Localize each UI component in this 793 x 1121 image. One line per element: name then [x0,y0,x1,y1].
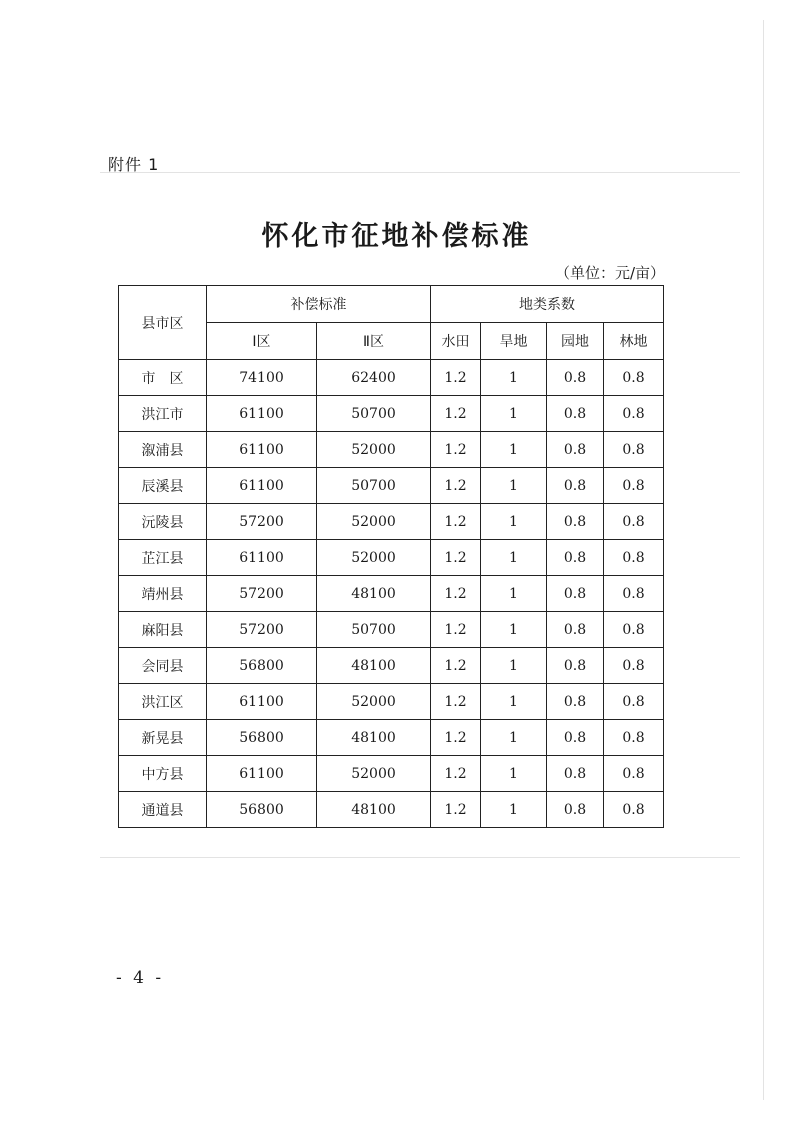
paddy-cell: 1.2 [431,576,481,612]
paddy-cell: 1.2 [431,468,481,504]
col-paddy-header: 水田 [431,323,481,360]
zone1-cell: 56800 [207,720,317,756]
county-cell: 溆浦县 [119,432,207,468]
table-row [119,684,664,720]
page-number: - 4 - [116,968,165,988]
county-cell: 通道县 [119,792,207,828]
table-row [119,756,664,792]
dry-cell: 1 [481,792,547,828]
paddy-cell: 1.2 [431,396,481,432]
zone1-cell: 61100 [207,432,317,468]
dry-cell: 1 [481,360,547,396]
forest-cell: 0.8 [604,720,664,756]
zone1-cell: 61100 [207,468,317,504]
paddy-cell: 1.2 [431,432,481,468]
county-cell: 麻阳县 [119,612,207,648]
county-cell: 新晃县 [119,720,207,756]
col-zone2-header: Ⅱ区 [317,323,431,360]
scan-line-bottom [100,857,740,858]
dry-cell: 1 [481,504,547,540]
zone2-cell: 52000 [317,540,431,576]
garden-cell: 0.8 [547,540,604,576]
dry-cell: 1 [481,612,547,648]
dry-cell: 1 [481,468,547,504]
garden-cell: 0.8 [547,468,604,504]
zone1-cell: 61100 [207,684,317,720]
garden-cell: 0.8 [547,648,604,684]
zone2-cell: 62400 [317,360,431,396]
dry-cell: 1 [481,756,547,792]
zone1-cell: 61100 [207,396,317,432]
paddy-cell: 1.2 [431,792,481,828]
col-zone1-header: Ⅰ区 [207,323,317,360]
table-row [119,504,664,540]
paddy-cell: 1.2 [431,684,481,720]
table-body [119,360,664,828]
forest-cell: 0.8 [604,468,664,504]
forest-cell: 0.8 [604,612,664,648]
zone1-cell: 61100 [207,756,317,792]
col-county-header: 县市区 [119,286,207,360]
county-cell: 沅陵县 [119,504,207,540]
forest-cell: 0.8 [604,504,664,540]
table-row [119,468,664,504]
dry-cell: 1 [481,576,547,612]
dry-cell: 1 [481,396,547,432]
table-row [119,396,664,432]
zone2-cell: 52000 [317,504,431,540]
garden-cell: 0.8 [547,792,604,828]
scan-line-top [100,172,740,173]
paddy-cell: 1.2 [431,612,481,648]
group-compensation-header: 补偿标准 [207,286,431,323]
table-row [119,648,664,684]
scan-line-right [763,20,764,1100]
forest-cell: 0.8 [604,792,664,828]
forest-cell: 0.8 [604,576,664,612]
table-row [119,540,664,576]
zone2-cell: 48100 [317,720,431,756]
forest-cell: 0.8 [604,756,664,792]
forest-cell: 0.8 [604,432,664,468]
dry-cell: 1 [481,648,547,684]
garden-cell: 0.8 [547,576,604,612]
zone2-cell: 50700 [317,396,431,432]
table-row [119,720,664,756]
paddy-cell: 1.2 [431,648,481,684]
zone1-cell: 74100 [207,360,317,396]
col-garden-header: 园地 [547,323,604,360]
county-cell: 洪江市 [119,396,207,432]
table-row [119,612,664,648]
dry-cell: 1 [481,432,547,468]
paddy-cell: 1.2 [431,720,481,756]
county-cell: 中方县 [119,756,207,792]
paddy-cell: 1.2 [431,360,481,396]
zone2-cell: 52000 [317,684,431,720]
garden-cell: 0.8 [547,684,604,720]
zone2-cell: 48100 [317,648,431,684]
unit-note: （单位：元/亩） [554,264,665,282]
zone1-cell: 57200 [207,576,317,612]
forest-cell: 0.8 [604,540,664,576]
garden-cell: 0.8 [547,360,604,396]
col-forest-header: 林地 [604,323,664,360]
county-cell: 会同县 [119,648,207,684]
garden-cell: 0.8 [547,720,604,756]
forest-cell: 0.8 [604,648,664,684]
header-row-1 [119,286,664,323]
zone1-cell: 57200 [207,612,317,648]
county-cell: 辰溪县 [119,468,207,504]
zone2-cell: 50700 [317,468,431,504]
forest-cell: 0.8 [604,360,664,396]
county-cell: 芷江县 [119,540,207,576]
compensation-table [118,285,664,828]
zone1-cell: 57200 [207,504,317,540]
table-row [119,576,664,612]
zone2-cell: 52000 [317,432,431,468]
dry-cell: 1 [481,684,547,720]
dry-cell: 1 [481,720,547,756]
zone1-cell: 56800 [207,648,317,684]
county-cell: 洪江区 [119,684,207,720]
zone2-cell: 50700 [317,612,431,648]
group-coefficient-header: 地类系数 [431,286,664,323]
col-dry-header: 旱地 [481,323,547,360]
paddy-cell: 1.2 [431,504,481,540]
garden-cell: 0.8 [547,432,604,468]
zone1-cell: 56800 [207,792,317,828]
table-row [119,792,664,828]
zone1-cell: 61100 [207,540,317,576]
paddy-cell: 1.2 [431,756,481,792]
attachment-label: 附件 1 [108,155,160,174]
county-cell: 靖州县 [119,576,207,612]
garden-cell: 0.8 [547,396,604,432]
page-title: 怀化市征地补偿标准 [261,221,532,252]
zone2-cell: 52000 [317,756,431,792]
zone2-cell: 48100 [317,576,431,612]
county-cell: 市 区 [119,360,207,396]
garden-cell: 0.8 [547,612,604,648]
garden-cell: 0.8 [547,504,604,540]
table-row [119,432,664,468]
paddy-cell: 1.2 [431,540,481,576]
forest-cell: 0.8 [604,684,664,720]
table-row [119,360,664,396]
forest-cell: 0.8 [604,396,664,432]
garden-cell: 0.8 [547,756,604,792]
dry-cell: 1 [481,540,547,576]
zone2-cell: 48100 [317,792,431,828]
